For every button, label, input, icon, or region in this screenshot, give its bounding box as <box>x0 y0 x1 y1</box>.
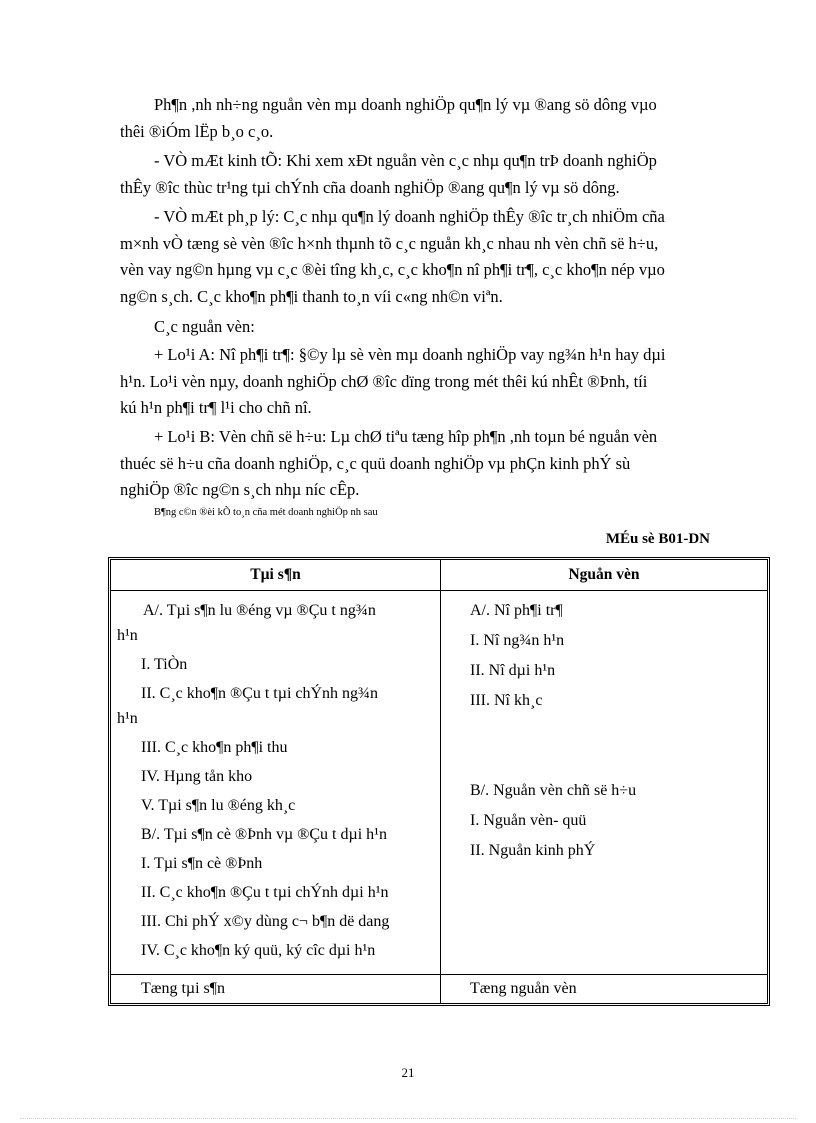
capital-item: I. Nî ng¾n h¹n <box>470 632 565 649</box>
text-line: + Lo¹i A: Nî ph¶i tr¶: §©y lµ sè vèn mµ doanh nghiÖp vay ng¾n h¹n hay dµi <box>154 345 666 364</box>
form-code: MÉu sè B01-DN <box>605 531 710 547</box>
paragraph-1 <box>120 92 716 145</box>
capital-item: II. Nî dµi h¹n <box>470 662 556 679</box>
text-line: Ph¶n ,nh nh÷ng nguån vèn mµ doanh nghiÖp qu¶n lý vµ ®ang sö dông vµo <box>154 95 657 114</box>
header-assets: Tµi s¶n <box>250 566 301 583</box>
capital-item: III. Nî kh¸c <box>470 692 543 709</box>
asset-item: h¹n <box>117 710 138 727</box>
asset-item: IV. Hµng tån kho <box>141 768 253 785</box>
asset-item: h¹n <box>117 627 138 644</box>
asset-item: I. Tµi s¶n cè ®Þnh <box>141 855 263 872</box>
asset-item: V. Tµi s¶n lu ®éng kh¸c <box>141 797 296 814</box>
total-capital: Tæng nguån vèn <box>470 980 577 997</box>
text-line: h¹n. Lo¹i vèn nµy, doanh nghiÖp chØ ®îc dïng trong mét thêi kú nhÊt ®Þnh, tíi <box>120 371 648 391</box>
text-line: + Lo¹i B: Vèn chñ së h÷u: Lµ chØ tiªu tæng hîp ph¶n ,nh toµn bé nguån vèn <box>154 427 658 446</box>
paragraph-4 <box>120 314 716 341</box>
column-divider <box>440 560 441 1003</box>
header-capital: Nguån vèn <box>568 566 640 583</box>
text-line: m×nh vÒ tæng sè vèn ®îc h×nh thµnh tõ c¸c nguån kh¸c nhau nh vèn chñ së h÷u, <box>120 233 659 253</box>
paragraph-2 <box>120 148 716 201</box>
text-line: - VÒ mÆt ph¸p lý: C¸c nhµ qu¶n lý doanh nghiÖp thÊy ®îc tr¸ch nhiÖm cña <box>154 207 665 226</box>
text-line: thêi ®iÓm lËp b¸o c¸o. <box>120 121 274 141</box>
asset-item: B/. Tµi s¶n cè ®Þnh vµ ®Çu t dµi h¹n <box>141 826 387 843</box>
text-line: thuéc së h÷u cña doanh nghiÖp, c¸c quü doanh nghiÖp vµ phÇn kinh phÝ sù <box>120 453 631 473</box>
text-line: - VÒ mÆt kinh tÕ: Khi xem xÐt nguån vèn c¸c nhµ qu¶n trÞ doanh nghiÖp <box>154 151 657 170</box>
capital-item: I. Nguån vèn- quü <box>470 812 587 829</box>
page-border-dots <box>20 1118 796 1119</box>
total-assets: Tæng tµi s¶n <box>141 980 226 997</box>
asset-item: II. C¸c kho¶n ®Çu t tµi chÝnh ng¾n <box>141 685 379 702</box>
balance-sheet-table <box>108 557 770 1006</box>
total-divider <box>111 974 767 975</box>
capital-item: B/. Nguån vèn chñ së h÷u <box>470 782 637 799</box>
text-line: kú h¹n ph¶i tr¶ l¹i cho chñ nî. <box>120 398 312 417</box>
page-number: 21 <box>401 1065 415 1080</box>
capital-column <box>470 598 760 863</box>
asset-item: II. C¸c kho¶n ®Çu t tµi chÝnh dµi h¹n <box>141 884 389 901</box>
asset-item: III. C¸c kho¶n ph¶i thu <box>141 739 288 756</box>
asset-item: III. Chi phÝ x©y dùng c¬ b¶n dë dang <box>141 913 390 930</box>
text-line: nghiÖp ®îc ng©n s¸ch nhµ níc cÊp. <box>120 480 360 499</box>
paragraph-3 <box>120 204 716 310</box>
text-line: C¸c nguån vèn: <box>154 317 255 336</box>
text-line: vèn vay ng©n hµng vµ c¸c ®èi tîng kh¸c, c¸c kho¶n nî ph¶i tr¶, c¸c kho¶n nép vµo <box>120 260 665 279</box>
asset-item: I. TiÒn <box>141 656 188 673</box>
text-line: thÊy ®îc thùc tr¹ng tµi chÝnh cña doanh nghiÖp ®ang qu¶n lý vµ sö dông. <box>120 177 620 197</box>
table-caption: B¶ng c©n ®èi kÕ to¸n cña mét doanh nghiÖp nh sau <box>154 507 378 518</box>
paragraph-5 <box>120 342 716 422</box>
text-line: ng©n s¸ch. C¸c kho¶n ph¶i thanh to¸n víi c«ng nh©n viªn. <box>120 286 503 306</box>
capital-item: A/. Nî ph¶i tr¶ <box>470 602 563 619</box>
asset-item: A/. Tµi s¶n lu ®éng vµ ®Çu t ng¾n <box>143 602 376 619</box>
asset-item: IV. C¸c kho¶n ký quü, ký cîc dµi h¹n <box>141 942 376 959</box>
header-divider <box>111 590 767 591</box>
capital-item: II. Nguån kinh phÝ <box>470 842 596 859</box>
assets-column <box>117 598 435 963</box>
paragraph-6 <box>120 424 716 504</box>
